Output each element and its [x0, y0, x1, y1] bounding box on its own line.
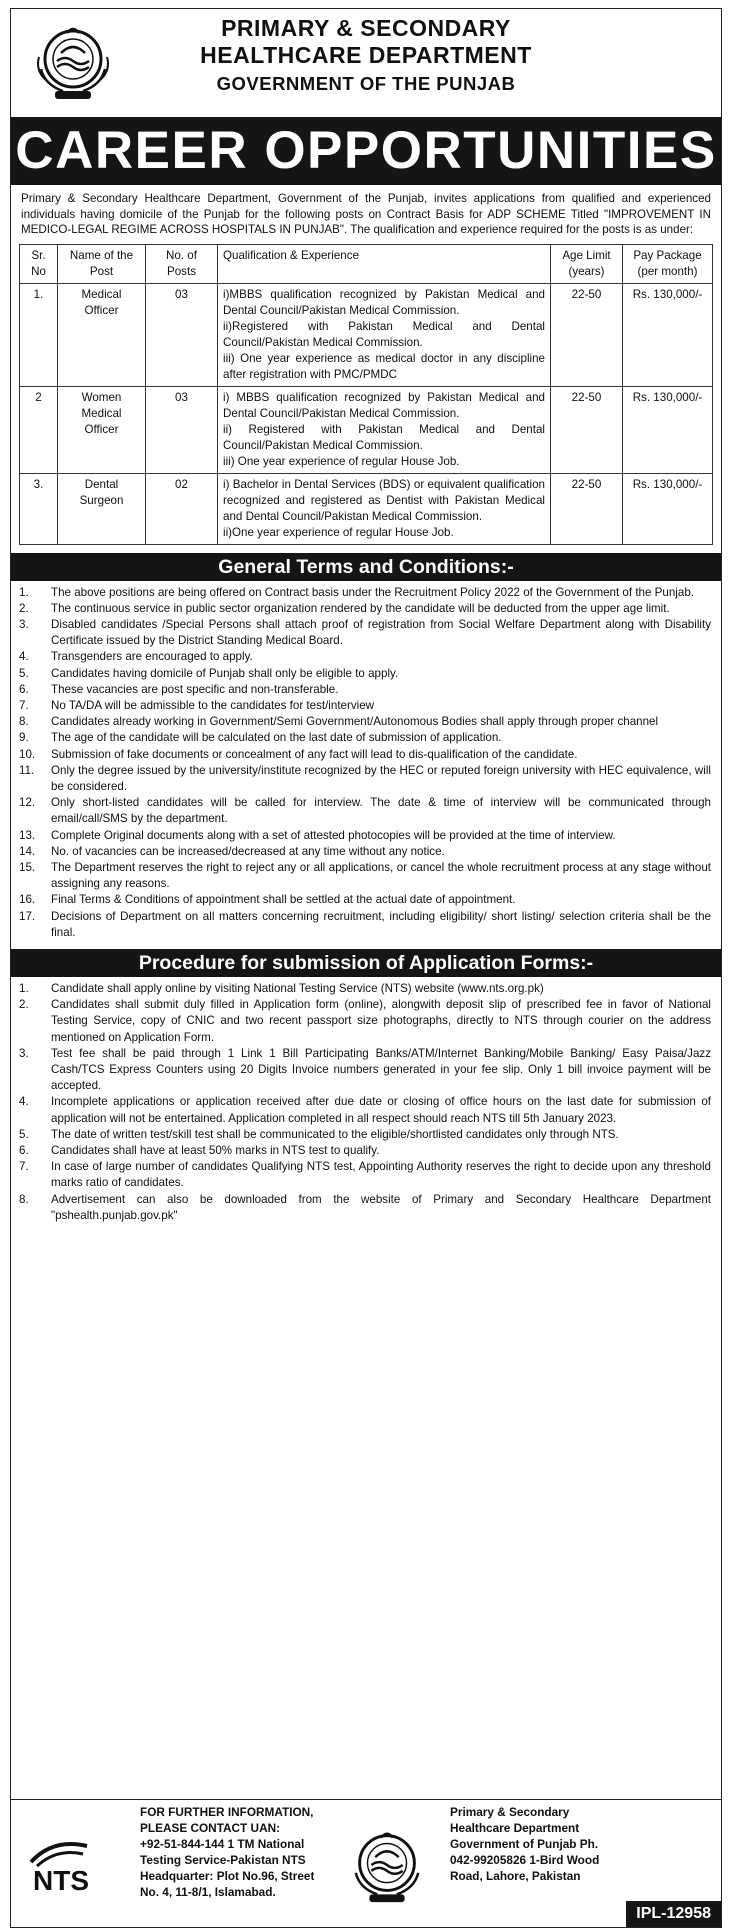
header-line-3: GOVERNMENT OF THE PUNJAB: [216, 73, 516, 94]
list-item: [19, 682, 713, 698]
list-item: [19, 909, 713, 941]
list-item: [19, 1094, 713, 1126]
footer: [11, 1799, 721, 1927]
item-text: Candidates shall have at least 50% marks in NTS test to qualify.: [51, 1144, 380, 1157]
qualification-line: i)MBBS qualification recognized by Pakistan Medical and Dental Council/Pakistan Medical Commission.: [223, 287, 545, 317]
item-number: 3.: [19, 1046, 29, 1060]
item-number: 5.: [19, 666, 29, 680]
row-post-count: 02: [146, 473, 218, 544]
contact-line: PLEASE CONTACT UAN:: [140, 1821, 281, 1835]
row-qualification: [218, 473, 551, 544]
header-no-of-posts: No. of Posts: [146, 244, 218, 283]
department-line: Road, Lahore, Pakistan: [450, 1869, 581, 1883]
footer-seal-box: [336, 1800, 446, 1927]
item-text: The Department reserves the right to reject any or all applications, or cancel the whole recruitment process at any stage without assigning any reasons.: [51, 860, 711, 891]
list-item: [19, 649, 713, 665]
row-post-name: Medical Officer: [58, 283, 146, 386]
list-item: [19, 1143, 713, 1159]
item-number: 11.: [19, 763, 35, 777]
list-item: [19, 763, 713, 795]
item-text: Submission of fake documents or concealment of any fact will lead to dis-qualification of the candidate.: [51, 747, 578, 761]
item-number: 4.: [19, 650, 29, 664]
list-item: [19, 795, 713, 827]
table-row: [20, 473, 713, 544]
qualification-line: i) MBBS qualification recognized by Pakistan Medical and Dental Council/Pakistan Medical Commission.: [223, 390, 545, 420]
item-text: No TA/DA will be admissible to the candidates for test/interview: [51, 698, 375, 712]
terms-section-title: General Terms and Conditions:-: [11, 553, 721, 581]
nts-logo-text: NTS: [33, 1865, 89, 1896]
terms-list: [19, 585, 713, 941]
career-opportunities-banner: CAREER OPPORTUNITIES: [11, 117, 721, 185]
item-number: 5.: [19, 1127, 29, 1141]
row-qualification: [218, 386, 551, 473]
item-text: Only short-listed candidates will be called for interview. The date & time of interview will be communicated through email/call/SMS by the department.: [51, 796, 711, 826]
qualification-line: ii)One year experience of regular House Job.: [223, 525, 454, 539]
item-text: The continuous service in public sector organization rendered by the candidate will be deducted from the upper age limit.: [51, 601, 670, 615]
row-sr: 2: [20, 386, 58, 473]
department-line: Primary & Secondary: [450, 1805, 570, 1819]
list-item: [19, 1159, 713, 1191]
punjab-government-seal-icon: [342, 1822, 432, 1908]
row-age-limit: 22-50: [551, 386, 623, 473]
item-text: Complete Original documents along with a set of attested photocopies will be provided at the time of interview.: [51, 828, 616, 842]
item-number: 7.: [19, 698, 29, 712]
list-item: [19, 828, 713, 844]
header: [19, 9, 713, 117]
list-item: [19, 981, 713, 997]
item-text: Only the degree issued by the university/institute recognized by the HEC or reputed foreign university with HEC equivalence, will be considered.: [51, 763, 711, 793]
contact-line: +92-51-844-144 1 TM National: [140, 1837, 305, 1851]
item-number: 3.: [19, 617, 29, 631]
list-item: [19, 601, 713, 617]
item-text: Incomplete applications or application received after due date or closing of office hours on the last date for submission of application will not be entertained. Application completed in all respect should reach NTS till 5th January 2023.: [51, 1095, 711, 1125]
list-item: [19, 1046, 713, 1095]
item-text: Decisions of Department on all matters concerning recruitment, including eligibility/ short listing/ selection criteria shall be the final.: [51, 909, 711, 939]
list-item: [19, 860, 713, 892]
item-text: Disabled candidates /Special Persons shall attach proof of registration from Social Welfare Department along with Disability Certificate issued by the District Standing Medical Board.: [51, 617, 711, 648]
department-contact: [446, 1800, 721, 1927]
item-text: Candidates already working in Government/Semi Government/Autonomous Bodies shall apply through proper channel: [51, 715, 659, 729]
item-number: 14.: [19, 844, 36, 858]
list-item: [19, 666, 713, 682]
item-text: Advertisement can also be downloaded from the website of Primary and Secondary Healthcare Department "pshealth.punjab.gov.pk": [51, 1192, 711, 1222]
table-row: [20, 283, 713, 386]
list-item: [19, 585, 713, 601]
item-text: Final Terms & Conditions of appointment shall be settled at the actual date of appointment.: [51, 893, 516, 907]
table-header-row: [20, 244, 713, 283]
item-number: 2.: [19, 998, 29, 1012]
item-text: The date of written test/skill test shall be communicated to the eligible/shortlisted candidates only through NTS.: [51, 1127, 619, 1141]
row-pay-package: Rs. 130,000/-: [623, 473, 713, 544]
qualification-line: i) Bachelor in Dental Services (BDS) or equivalent qualification recognized and registered as Dentist with Pakistan Medical and Dental Council/Pakistan Medical Commission.: [223, 477, 545, 523]
row-sr: 3.: [20, 473, 58, 544]
contact-line: No. 4, 11-8/1, Islamabad.: [140, 1885, 276, 1899]
row-post-name: Dental Surgeon: [58, 473, 146, 544]
header-age-limit: Age Limit (years): [551, 244, 623, 283]
list-item: [19, 698, 713, 714]
item-number: 13.: [19, 828, 36, 842]
row-sr: 1.: [20, 283, 58, 386]
item-number: 8.: [19, 715, 29, 729]
contact-line: Headquarter: Plot No.96, Street: [140, 1869, 315, 1883]
item-number: 8.: [19, 1192, 29, 1206]
department-line: Government of Punjab Ph.: [450, 1837, 599, 1851]
contact-information: [136, 1800, 336, 1927]
row-post-count: 03: [146, 283, 218, 386]
item-text: In case of large number of candidates Qualifying NTS test, Appointing Authority reserves the right to decide upon any threshold marks ratio of candidates.: [51, 1160, 711, 1190]
department-line: 042-99205826 1-Bird Wood: [450, 1853, 600, 1867]
punjab-government-seal-icon: [27, 17, 119, 105]
item-number: 10.: [19, 747, 36, 761]
advertisement-frame: [10, 8, 722, 1928]
item-number: 16.: [19, 893, 36, 907]
item-number: 17.: [19, 909, 36, 923]
qualification-line: iii) One year experience as medical doctor in any discipline after registration with PMC/PMDC: [223, 351, 545, 381]
item-number: 6.: [19, 682, 29, 696]
header-pay-package: Pay Package (per month): [623, 244, 713, 283]
list-item: [19, 997, 713, 1046]
contact-line: Testing Service-Pakistan NTS: [140, 1853, 306, 1867]
list-item: [19, 892, 713, 908]
item-text: Transgenders are encouraged to apply.: [51, 650, 253, 664]
department-line: Healthcare Department: [450, 1821, 580, 1835]
list-item: [19, 1192, 713, 1224]
posts-table: [19, 244, 713, 545]
qualification-line: ii) Registered with Pakistan Medical and Dental Council/Pakistan Medical Commission.: [223, 422, 545, 452]
header-line-1: PRIMARY & SECONDARY: [221, 15, 511, 41]
intro-paragraph: Primary & Secondary Healthcare Department, Government of the Punjab, invites applications from qualified and experienced individuals having domicile of the Punjab for the following posts on Contract Basis for ADP SCHEME Titled "IMPROVEMENT IN MEDICO-LEGAL REGIME ACROSS HOSPITALS IN PUNJAB". The qualification and experience required for the posts is as under:: [21, 192, 711, 236]
item-text: Candidates having domicile of Punjab shall only be eligible to apply.: [51, 666, 399, 680]
item-number: 1.: [19, 981, 29, 995]
item-text: These vacancies are post specific and non-transferable.: [51, 682, 339, 696]
header-name-of-post: Name of the Post: [58, 244, 146, 283]
row-post-name: Women Medical Officer: [58, 386, 146, 473]
list-item: [19, 844, 713, 860]
item-number: 1.: [19, 585, 29, 599]
table-row: [20, 386, 713, 473]
item-number: 2.: [19, 601, 29, 615]
nts-logo-box: [11, 1800, 136, 1927]
qualification-line: iii) One year experience of regular House Job.: [223, 454, 460, 468]
qualification-line: ii)Registered with Pakistan Medical and Dental Council/Pakistan Medical Commission.: [223, 319, 545, 349]
header-qualification: Qualification & Experience: [218, 244, 551, 283]
item-text: No. of vacancies can be increased/decreased at any time without any notice.: [51, 844, 445, 858]
item-text: Candidate shall apply online by visiting National Testing Service (NTS) website (www.nts.org.pk): [51, 981, 544, 995]
procedure-list: [19, 981, 713, 1224]
header-line-2: HEALTHCARE DEPARTMENT: [200, 42, 532, 68]
row-qualification: [218, 283, 551, 386]
reference-number: IPL-12958: [626, 1901, 721, 1927]
row-age-limit: 22-50: [551, 283, 623, 386]
row-pay-package: Rs. 130,000/-: [623, 386, 713, 473]
list-item: [19, 730, 713, 746]
item-text: Candidates shall submit duly filled in Application form (online), alongwith deposit slip of prescribed fee in favor of National Testing Service, copy of CNIC and two recent passport size photographs, directly to NTS through courier on the address mentioned on Application Form.: [51, 998, 711, 1044]
list-item: [19, 714, 713, 730]
list-item: [19, 1127, 713, 1143]
header-sr-no: Sr. No: [20, 244, 58, 283]
list-item: [19, 747, 713, 763]
contact-line: FOR FURTHER INFORMATION,: [140, 1805, 314, 1819]
item-text: Test fee shall be paid through 1 Link 1 Bill Participating Banks/ATM/Internet Banking/Mobile Banking/ Easy Paisa/Jazz Cash/TCS Express Counters using 20 Digits Invoice numbers generated in your fee slip. Only 1 bill invoice payment will be accepted.: [51, 1046, 711, 1093]
row-age-limit: 22-50: [551, 473, 623, 544]
row-post-count: 03: [146, 386, 218, 473]
item-number: 12.: [19, 796, 36, 810]
item-number: 6.: [19, 1144, 29, 1157]
item-number: 15.: [19, 860, 36, 874]
item-number: 4.: [19, 1095, 29, 1109]
item-text: The above positions are being offered on Contract basis under the Recruitment Policy 2022 of the Government of the Punjab.: [51, 585, 694, 599]
procedure-section-title: Procedure for submission of Application Forms:-: [11, 949, 721, 977]
item-number: 7.: [19, 1160, 29, 1174]
nts-logo-icon: [25, 1836, 125, 1896]
item-text: The age of the candidate will be calculated on the last date of submission of application.: [51, 731, 502, 745]
item-number: 9.: [19, 731, 29, 745]
list-item: [19, 617, 713, 649]
row-pay-package: Rs. 130,000/-: [623, 283, 713, 386]
